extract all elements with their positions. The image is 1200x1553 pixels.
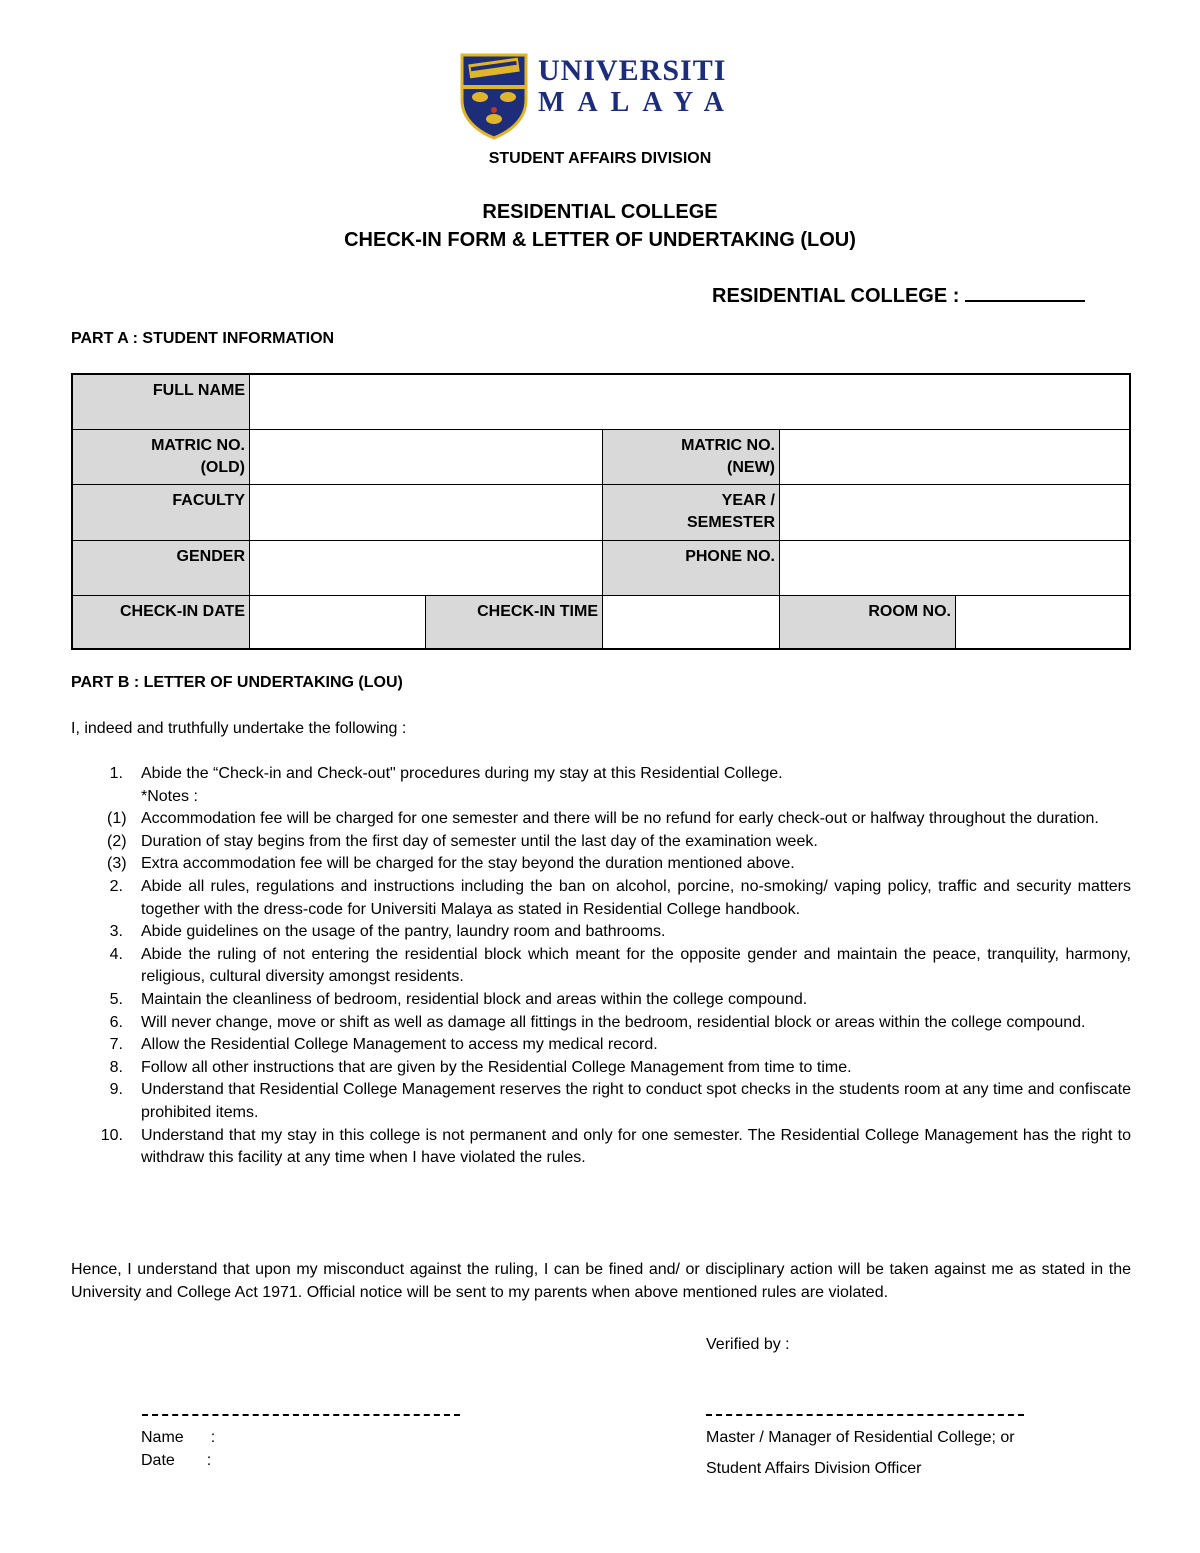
note-item: (1) Accommodation fee will be charged for one semester and there will be no refund for early check-out or halfway throughout the duration. — [107, 810, 1099, 828]
year-semester-label: YEAR / SEMESTER — [603, 485, 780, 541]
gender-label: GENDER — [73, 541, 250, 596]
officer-label: Student Affairs Division Officer — [706, 1460, 922, 1477]
checkin-time-label: CHECK-IN TIME — [426, 596, 603, 648]
part-a-heading: PART A : STUDENT INFORMATION — [71, 330, 335, 347]
hence-paragraph: Hence, I understand that upon my misconduct against the ruling, I can be fined and/ or disciplinary action will be taken against me as stated in the University and College Act 1971. Official notice will be sent to my parents when above mentioned rules are violated. — [71, 1261, 1131, 1301]
master-label: Master / Manager of Residential College; or — [706, 1429, 1015, 1446]
student-signature-line[interactable] — [142, 1414, 460, 1416]
residential-college-label: RESIDENTIAL COLLEGE : — [712, 285, 960, 307]
notes-list — [71, 808, 1131, 876]
checkin-time-field[interactable] — [603, 596, 780, 648]
list-item: 3. Abide guidelines on the usage of the pantry, laundry room and bathrooms. — [109, 923, 666, 941]
list-item: 8. Follow all other instructions that are given by the Residential College Management from time to time. — [109, 1058, 852, 1076]
list-item: 1. Abide the “Check-in and Check-out" procedures during my stay at this Residential College. *Notes : (1) Accommodation fee will be charged for one semester and there will be no refund for early check-out or halfway throughout the duration. (2) Duration of stay begins from the first day of semester until the last day of the examination week. (3) Extra accommodation fee will be charged for the stay beyond the duration mentioned above. — [71, 763, 1131, 876]
full-name-field[interactable] — [250, 375, 1129, 430]
year-semester-field[interactable] — [780, 485, 1129, 541]
matric-old-field[interactable] — [250, 430, 603, 485]
gender-field[interactable] — [250, 541, 603, 596]
room-field[interactable] — [956, 596, 1129, 648]
notes-label: *Notes : — [141, 787, 198, 805]
list-item: 6. Will never change, move or shift as well as damage all fittings in the bedroom, residential block or areas within the college compound. — [109, 1013, 1086, 1031]
date-row: Date : — [141, 1452, 212, 1469]
residential-college-field — [712, 282, 1085, 308]
division-title: STUDENT AFFAIRS DIVISION — [488, 150, 712, 167]
university-logo — [459, 52, 737, 142]
checkin-date-field[interactable] — [250, 596, 426, 648]
phone-label: PHONE NO. — [603, 541, 780, 596]
list-item: 4. Abide the ruling of not entering the residential block which meant for the opposite gender and maintain the peace, tranquility, harmony, religious, cultural diversity amongst residents. — [109, 945, 1131, 986]
officer-signature-line[interactable] — [706, 1414, 1024, 1416]
phone-field[interactable] — [780, 541, 1129, 596]
list-item: 7. Allow the Residential College Management to access my medical record. — [109, 1036, 658, 1054]
form-title: RESIDENTIAL COLLEGE — [482, 201, 718, 223]
name-row: Name : — [141, 1429, 216, 1446]
faculty-field[interactable] — [250, 485, 603, 541]
list-item: 10. Understand that my stay in this college is not permanent and only for one semester. The Residential College Management has the right to withdraw this facility at any time when I have violated the rules. — [100, 1126, 1131, 1167]
list-item: 9. Understand that Residential College Management reserves the right to conduct spot checks in the students room at any time and confiscate prohibited items. — [109, 1081, 1131, 1121]
note-item: (3) Extra accommodation fee will be charged for the stay beyond the duration mentioned above. — [107, 855, 795, 873]
date-label: Date — [141, 1452, 175, 1469]
matric-new-field[interactable] — [780, 430, 1129, 485]
full-name-label: FULL NAME — [73, 375, 250, 430]
undertaking-list — [71, 763, 1131, 1170]
room-label: ROOM NO. — [780, 596, 956, 648]
name-label: Name — [141, 1429, 184, 1446]
university-crest-icon — [459, 52, 529, 140]
residential-college-blank[interactable] — [965, 282, 1085, 302]
part-b-heading: PART B : LETTER OF UNDERTAKING (LOU) — [71, 674, 403, 691]
checkin-date-label: CHECK-IN DATE — [73, 596, 250, 648]
logo-title-line2: MALAYA — [538, 87, 737, 118]
list-item: 2. Abide all rules, regulations and instructions including the ban on alcohol, porcine, no-smoking/ vaping policy, traffic and security matters together with the dress-code for Universiti Malaya as stated in Residential College handbook. — [109, 877, 1131, 918]
matric-old-label: MATRIC NO. (OLD) — [73, 430, 250, 485]
note-item: (2) Duration of stay begins from the first day of semester until the last day of the examination week. — [107, 832, 818, 850]
list-item: 5. Maintain the cleanliness of bedroom, residential block and areas within the college compound. — [109, 990, 808, 1008]
faculty-label: FACULTY — [73, 485, 250, 541]
logo-title-line1: UNIVERSITI — [538, 54, 727, 87]
student-info-table — [71, 373, 1131, 650]
form-subtitle: CHECK-IN FORM & LETTER OF UNDERTAKING (LOU) — [344, 229, 856, 251]
verified-by-label: Verified by : — [706, 1336, 790, 1353]
matric-new-label: MATRIC NO. (NEW) — [603, 430, 780, 485]
lou-intro: I, indeed and truthfully undertake the following : — [71, 720, 407, 737]
